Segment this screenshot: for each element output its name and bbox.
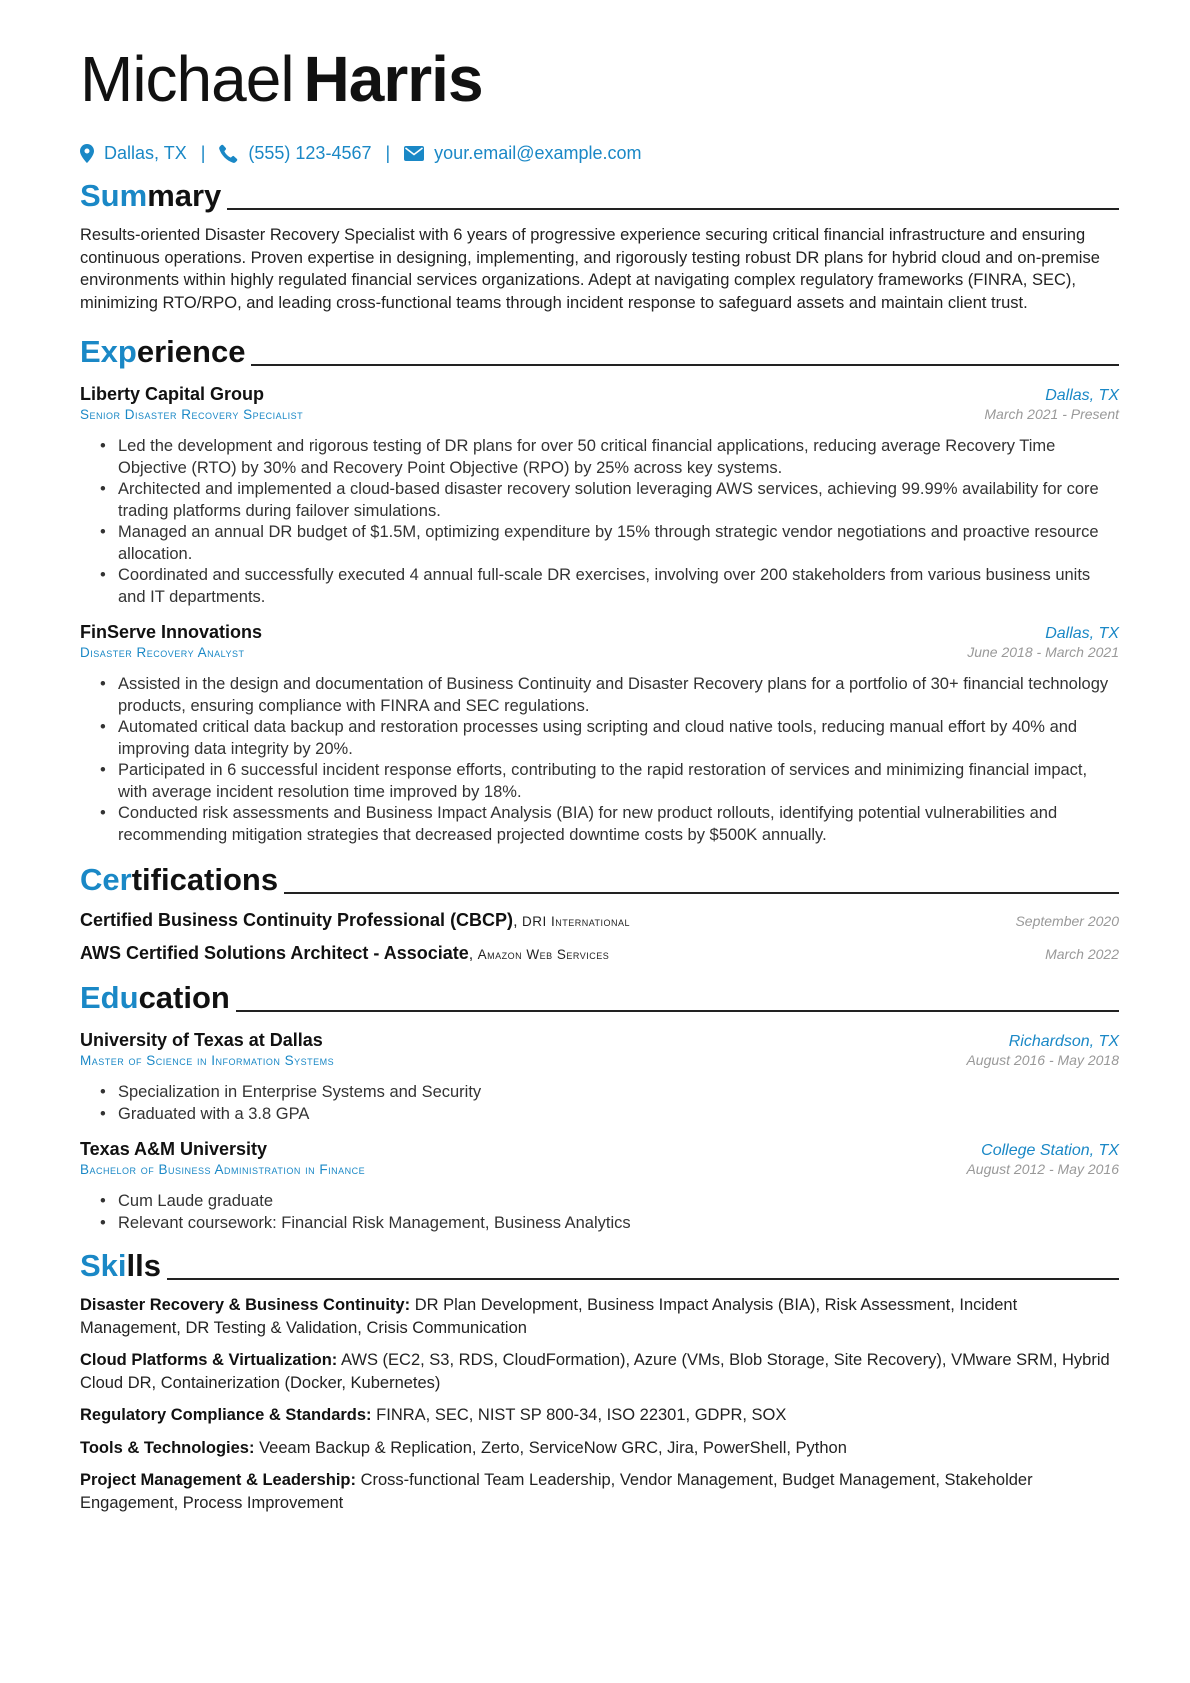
education-heading [80, 978, 1119, 1016]
section-rule [227, 208, 1119, 210]
heading-accent: Cer [80, 862, 132, 897]
contact-location [80, 143, 187, 164]
achievement-item: • Managed an annual DR budget of $1.5M, optimizing expenditure by 15% through strategic vendor negotiations and proactive resource allocation. [100, 522, 1119, 565]
section-rule [251, 364, 1119, 366]
envelope-icon [404, 146, 424, 161]
education-detail-list [80, 1082, 1119, 1125]
skill-items: AWS (EC2, S3, RDS, CloudFormation), Azure (VMs, Blob Storage, Site Recovery), VMware SRM, Hybrid Cloud DR, Containerization (Docker, Kubernetes) [80, 1351, 1110, 1392]
job-dates: March 2021 - Present [984, 406, 1119, 422]
achievement-list [80, 674, 1119, 846]
skill-category: Project Management & Leadership: [80, 1471, 356, 1489]
skill-category: Tools & Technologies: [80, 1438, 255, 1457]
education-detail: • Graduated with a 3.8 GPA [100, 1104, 1119, 1126]
education-entry [80, 1139, 1119, 1234]
heading-accent: Sum [80, 178, 148, 213]
certification-item: Certified Business Continuity Professional (CBCP), DRI International September 2020 [80, 910, 1119, 930]
achievement-item: • Assisted in the design and documentation of Business Continuity and Disaster Recovery plans for a portfolio of 30+ financial technology products, ensuring compliance with FINRA and SEC regulations. [100, 674, 1119, 717]
certifications-heading [80, 860, 1119, 898]
job-title: Disaster Recovery Analyst [80, 645, 245, 660]
certification-item: AWS Certified Solutions Architect - Associate, Amazon Web Services March 2022 [80, 943, 1119, 963]
employer-name: Liberty Capital Group [80, 384, 265, 404]
job-title: Senior Disaster Recovery Specialist [80, 407, 304, 422]
location-text: Dallas, TX [104, 142, 187, 163]
heading-rest: cation [138, 980, 230, 1015]
achievement-item: • Architected and implemented a cloud-based disaster recovery solution leveraging AWS services, achieving 99.99% availability for core trading platforms during failover simulations. [100, 479, 1119, 522]
certification-issuer: Amazon Web Services [477, 947, 610, 962]
skill-group [80, 1294, 1119, 1339]
map-pin-icon [80, 144, 94, 163]
skills-heading [80, 1246, 1119, 1284]
experience-entry [80, 622, 1119, 846]
job-dates: June 2018 - March 2021 [967, 644, 1119, 660]
last-name: Harris [303, 43, 483, 115]
experience-entry [80, 384, 1119, 608]
skill-category: Regulatory Compliance & Standards: [80, 1406, 372, 1424]
achievement-item: • Coordinated and successfully executed 4 annual full-scale DR exercises, involving over 200 stakeholders from various business units and IT departments. [100, 565, 1119, 608]
heading-rest: tifications [131, 862, 279, 897]
degree-title: Master of Science in Information Systems [80, 1053, 335, 1068]
achievement-list [80, 436, 1119, 608]
employer-location: Dallas, TX [1045, 625, 1119, 642]
heading-accent: Edu [80, 980, 139, 1015]
certification-name: AWS Certified Solutions Architect - Associate [80, 943, 469, 963]
education-detail-list [80, 1191, 1119, 1234]
skill-group [80, 1349, 1119, 1394]
email-link[interactable]: your.email@example.com [434, 142, 642, 163]
education-detail: • Relevant coursework: Financial Risk Management, Business Analytics [100, 1213, 1119, 1235]
certification-date: March 2022 [1045, 946, 1119, 962]
section-rule [236, 1010, 1119, 1012]
first-name: Michael [80, 43, 294, 115]
school-location: Richardson, TX [1008, 1033, 1119, 1050]
heading-rest: mary [147, 178, 222, 213]
heading-accent: Ski [80, 1248, 127, 1283]
heading-rest: erience [136, 334, 246, 369]
contact-phone[interactable] [219, 143, 371, 164]
certification-issuer: DRI International [521, 914, 631, 929]
school-location: College Station, TX [981, 1142, 1119, 1159]
resume-page [80, 40, 1119, 1514]
skill-items: Veeam Backup & Replication, Zerto, ServiceNow GRC, Jira, PowerShell, Python [259, 1438, 847, 1457]
education-dates: August 2016 - May 2018 [966, 1052, 1119, 1068]
phone-icon [219, 144, 238, 163]
section-rule [284, 892, 1119, 894]
school-name: Texas A&M University [80, 1139, 268, 1159]
achievement-item: • Conducted risk assessments and Business Impact Analysis (BIA) for new product rollouts, identifying potential vulnerabilities and recommending mitigation strategies that decreased projected downtime costs by $500K annually. [100, 803, 1119, 846]
achievement-item: • Led the development and rigorous testing of DR plans for over 50 critical financial applications, reducing average Recovery Time Objective (RTO) by 30% and Recovery Point Objective (RPO) by 25% across key systems. [100, 436, 1119, 479]
skill-items: FINRA, SEC, NIST SP 800-34, ISO 22301, GDPR, SOX [376, 1406, 787, 1424]
education-entry [80, 1030, 1119, 1125]
candidate-name [80, 40, 1119, 118]
contact-bar [80, 140, 1119, 166]
contact-separator: | [385, 142, 391, 163]
skill-group [80, 1437, 1119, 1460]
contact-separator: | [200, 142, 206, 163]
achievement-item: • Participated in 6 successful incident response efforts, contributing to the rapid restoration of services and minimizing financial impact, with average incident resolution time improved by 18%. [100, 760, 1119, 803]
heading-accent: Exp [80, 334, 137, 369]
education-dates: August 2012 - May 2016 [966, 1161, 1119, 1177]
education-detail: • Cum Laude graduate [100, 1191, 1119, 1213]
skill-items: DR Plan Development, Business Impact Analysis (BIA), Risk Assessment, Incident Management, DR Testing & Validation, Crisis Communication [80, 1296, 1018, 1337]
school-name: University of Texas at Dallas [80, 1030, 323, 1050]
skill-items: Cross-functional Team Leadership, Vendor Management, Budget Management, Stakeholder Engagement, Process Improvement [80, 1471, 1033, 1512]
section-rule [167, 1278, 1119, 1280]
education-detail: • Specialization in Enterprise Systems and Security [100, 1082, 1119, 1104]
skill-group [80, 1469, 1119, 1514]
phone-text: (555) 123-4567 [248, 142, 372, 163]
summary-heading [80, 176, 1119, 214]
skill-category: Disaster Recovery & Business Continuity: [80, 1296, 411, 1314]
heading-rest: lls [126, 1248, 161, 1283]
certification-name: Certified Business Continuity Professional (CBCP) [80, 910, 514, 930]
summary-text: Results-oriented Disaster Recovery Specialist with 6 years of progressive experience securing critical financial infrastructure and ensuring continuous operations. Proven expertise in designing, implementing, and rigorously testing robust DR plans for hybrid cloud and on-premise environments within highly regulated financial services organizations. Adept at navigating complex regulatory frameworks (FINRA, SEC), minimizing RTO/RPO, and leading cross-functional teams through incident response to safeguard assets and maintain client trust. [80, 226, 1100, 312]
employer-name: FinServe Innovations [80, 622, 263, 642]
achievement-item: • Automated critical data backup and restoration processes using scripting and cloud native tools, reducing manual effort by 40% and improving data integrity by 20%. [100, 717, 1119, 760]
employer-location: Dallas, TX [1045, 387, 1119, 404]
certification-date: September 2020 [1015, 913, 1119, 929]
degree-title: Bachelor of Business Administration in Finance [80, 1162, 366, 1177]
contact-email[interactable] [404, 143, 641, 164]
experience-heading [80, 332, 1119, 370]
skill-category: Cloud Platforms & Virtualization: [80, 1351, 338, 1369]
skill-group [80, 1404, 1119, 1427]
